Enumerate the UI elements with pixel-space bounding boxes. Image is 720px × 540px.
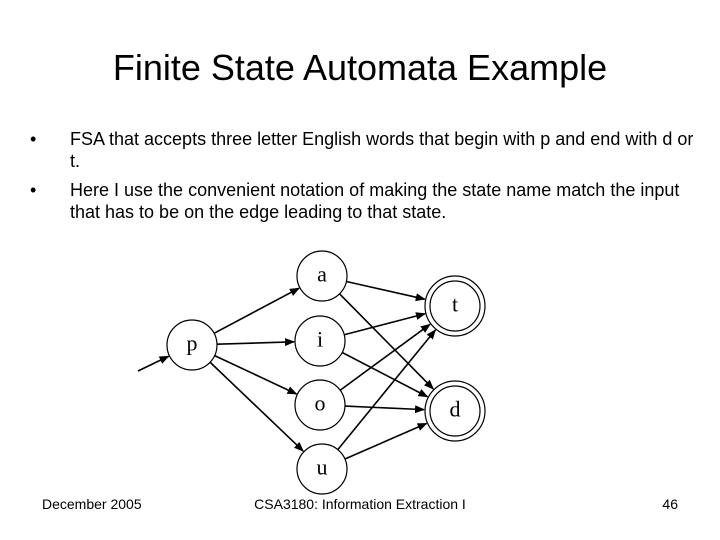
transition-i-d bbox=[342, 353, 427, 397]
state-label-a: a bbox=[317, 261, 327, 287]
transition-p-o bbox=[215, 356, 297, 394]
state-i bbox=[295, 316, 345, 366]
footer-course: CSA3180: Information Extraction I bbox=[254, 496, 466, 512]
state-t bbox=[425, 276, 485, 336]
state-label-u: u bbox=[316, 454, 328, 480]
state-u bbox=[297, 444, 347, 494]
state-a bbox=[297, 251, 347, 301]
slide-title: Finite State Automata Example bbox=[112, 47, 608, 88]
state-label-t: t bbox=[451, 291, 459, 317]
transition-u-d bbox=[345, 423, 427, 459]
state-nodes bbox=[167, 251, 485, 494]
transition-p-a bbox=[214, 288, 299, 333]
start-arrow-p bbox=[138, 356, 169, 371]
state-o bbox=[295, 380, 345, 430]
state-label-o: o bbox=[314, 390, 326, 416]
state-d bbox=[425, 381, 485, 441]
footer-date: December 2005 bbox=[42, 496, 142, 512]
bullet-text: FSA that accepts three letter English words that begin with p and end with d or t. bbox=[70, 129, 694, 171]
transition-o-t bbox=[340, 324, 430, 390]
page-number: 46 bbox=[662, 496, 678, 512]
state-label-i: i bbox=[316, 326, 324, 352]
transition-i-t bbox=[344, 314, 425, 335]
bullet-text: Here I use the convenient notation of making the state name match the input that has to be on the edge leading to that state. bbox=[70, 180, 680, 222]
transition-p-i bbox=[217, 342, 294, 344]
state-p bbox=[167, 320, 217, 370]
bullet-dot-icon: • bbox=[30, 129, 37, 149]
state-label-d: d bbox=[449, 396, 461, 422]
state-label-p: p bbox=[186, 330, 198, 356]
bullet-dot-icon: • bbox=[30, 180, 37, 200]
transition-u-t bbox=[338, 330, 436, 450]
transition-edges bbox=[138, 282, 435, 460]
transition-a-t bbox=[346, 282, 424, 300]
transition-o-d bbox=[345, 406, 424, 410]
